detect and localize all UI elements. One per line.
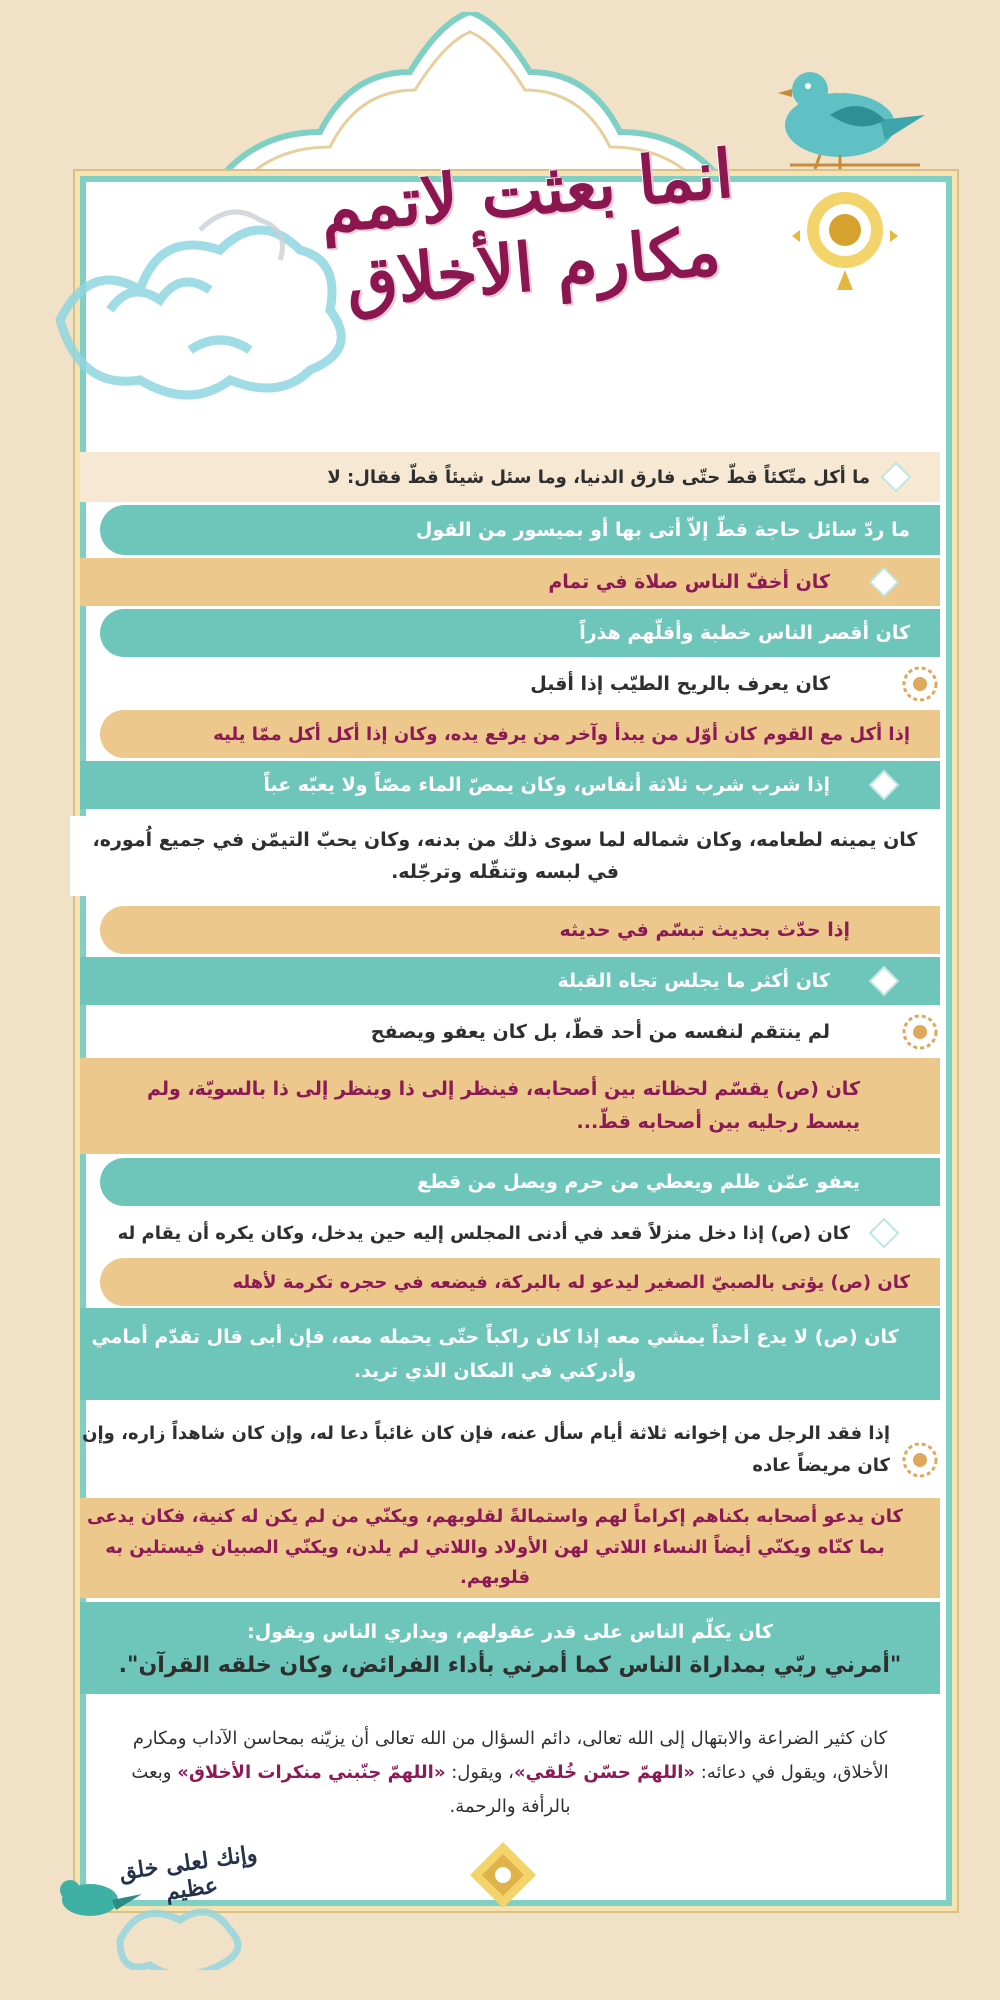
diamond-bullet-icon — [880, 461, 912, 493]
list-item — [80, 452, 940, 502]
list-item — [80, 957, 940, 1005]
logo-text: وإنك لعلى خلق عظيم — [117, 1840, 259, 1906]
dua-text-1: كان كثير الضراعة والابتهال إلى الله تعالى، دائم السؤال من الله تعالى أن يزيّنه بمحاسن الآداب ومكارم الأخلاق، ويقول في دعائه: — [132, 1727, 889, 1783]
list-item — [80, 1308, 940, 1400]
list-item-text: كان (ص) يقسّم لحظاته بين أصحابه، فينظر إلى ذا وينظر إلى ذا بالسويّة، ولم يبسط رجليه بين أصحابه قطّ... — [147, 1077, 860, 1133]
list-item-text: كان (ص) يؤتى بالصبيّ الصغير ليدعو له بالبركة، فيضعه في حجره تكرمة لأهله — [232, 1271, 910, 1293]
diamond-bullet-icon — [868, 1217, 900, 1249]
list-item-text: كان يعرف بالريح الطيّب إذا أقبل — [530, 672, 830, 695]
dua-quote-2: «اللهمّ جنّبني منكرات الأخلاق» — [177, 1761, 446, 1783]
flower-bullet-icon — [900, 664, 940, 704]
list-item-text: ما ردّ سائل حاجة قطّ إلاّ أتى بها أو بميسور من القول — [415, 518, 910, 541]
list-item-text: إذا حدّث بحديث تبسّم في حديثه — [559, 918, 850, 941]
list-item — [80, 558, 940, 606]
list-item-text: إذا شرب شرب ثلاثة أنفاس، وكان يمصّ الماء مصّاً ولا يعبّه عباً — [263, 773, 830, 796]
list-item — [100, 1258, 940, 1306]
list-item — [80, 761, 940, 809]
dua-text-2: ، ويقول: — [451, 1761, 514, 1783]
calligraphy-logo — [30, 1810, 280, 1970]
list-item — [100, 1158, 940, 1206]
cloud-ornament-icon — [20, 170, 350, 400]
list-item-text: يعفو عمّن ظلم ويعطي من حرم ويصل من قطع — [417, 1170, 860, 1193]
list-item — [100, 505, 940, 555]
list-item — [80, 1404, 940, 1496]
dua-text-3: وبعث بالرأفة والرحمة. — [131, 1761, 571, 1818]
flower-bullet-icon — [900, 1440, 940, 1480]
list-item — [80, 660, 940, 708]
list-item-quote: "أمرني ربّي بمداراة الناس كما أمرني بأداء الفرائض، وكان خلقه القرآن". — [118, 1652, 902, 1678]
list-item — [80, 1602, 940, 1694]
list-item — [80, 1208, 940, 1258]
list-item-text: كان يمينه لطعامه، وكان شماله لما سوى ذلك من بدنه، وكان يحبّ التيمّن في جميع اُموره، في لبسه وتنقّله وترجّله. — [92, 828, 918, 883]
diamond-bullet-icon — [868, 769, 900, 801]
list-item-text: كان أكثر ما يجلس تجاه القبلة — [557, 969, 830, 992]
list-item-text: إذا فقد الرجل من إخوانه ثلاثة أيام سأل عنه، فإن كان غائباً دعا له، وإن كان شاهداً زاره، وإن كان مريضاً عاده — [82, 1422, 890, 1476]
list-item-text: كان أقصر الناس خطبة وأقلّهم هذراً — [579, 621, 910, 644]
bird-ornament-icon — [770, 55, 930, 175]
list-item-text: إذا أكل مع القوم كان أوّل من يبدأ وآخر من يرفع يده، وكان إذا أكل أكل ممّا يليه — [213, 723, 910, 745]
diamond-bullet-icon — [868, 566, 900, 598]
medallion-ornament-icon — [790, 180, 900, 300]
list-item-text — [115, 1722, 905, 1825]
list-item — [100, 609, 940, 657]
page-title: انما بعثت لاتمم مكارم الأخلاق — [317, 134, 737, 323]
list-item — [80, 1498, 940, 1598]
list-item-text: كان (ص) إذا دخل منزلاً قعد في أدنى المجلس إليه حين يدخل، وكان يكره أن يقام له — [117, 1222, 850, 1244]
list-item-text: كان (ص) لا يدع أحداً يمشي معه إذا كان راكباً حتّى يحمله معه، فإن أبى قال تقدّم أمامي وأدركني في المكان الذي تريد. — [91, 1325, 899, 1382]
list-item-text: كان يكلّم الناس على قدر عقولهم، ويداري الناس ويقول: — [247, 1621, 773, 1644]
list-item-text: لم ينتقم لنفسه من أحد قطّ، بل كان يعفو ويصفح — [370, 1020, 830, 1043]
flower-bullet-icon — [900, 1012, 940, 1052]
list-item — [70, 816, 940, 896]
diamond-bullet-icon — [868, 965, 900, 997]
list-item-text: كان يدعو أصحابه بكناهم إكراماً لهم واستمالةً لقلوبهم، ويكنّي من لم يكن له كنية، فكان يدعى بما كنّاه ويكنّي أيضاً النساء اللاتي لهن الأولاد واللاتي لم يلدن، ويكنّي الصبيان فيستلين به قلوبهم. — [87, 1506, 903, 1589]
list-item — [100, 710, 940, 758]
list-item — [100, 906, 940, 954]
list-item — [80, 1008, 940, 1056]
list-item — [80, 1058, 940, 1154]
dua-quote-1: «اللهمّ حسّن خُلقي» — [513, 1761, 696, 1783]
bottom-medallion-ornament-icon — [468, 1840, 538, 1910]
list-item-text: ما أكل متّكئاً قطّ حتّى فارق الدنيا، وما سئل شيئاً قطّ فقال: لا — [327, 466, 870, 488]
list-item-text: كان أخفّ الناس صلاة في تمام — [548, 570, 830, 593]
